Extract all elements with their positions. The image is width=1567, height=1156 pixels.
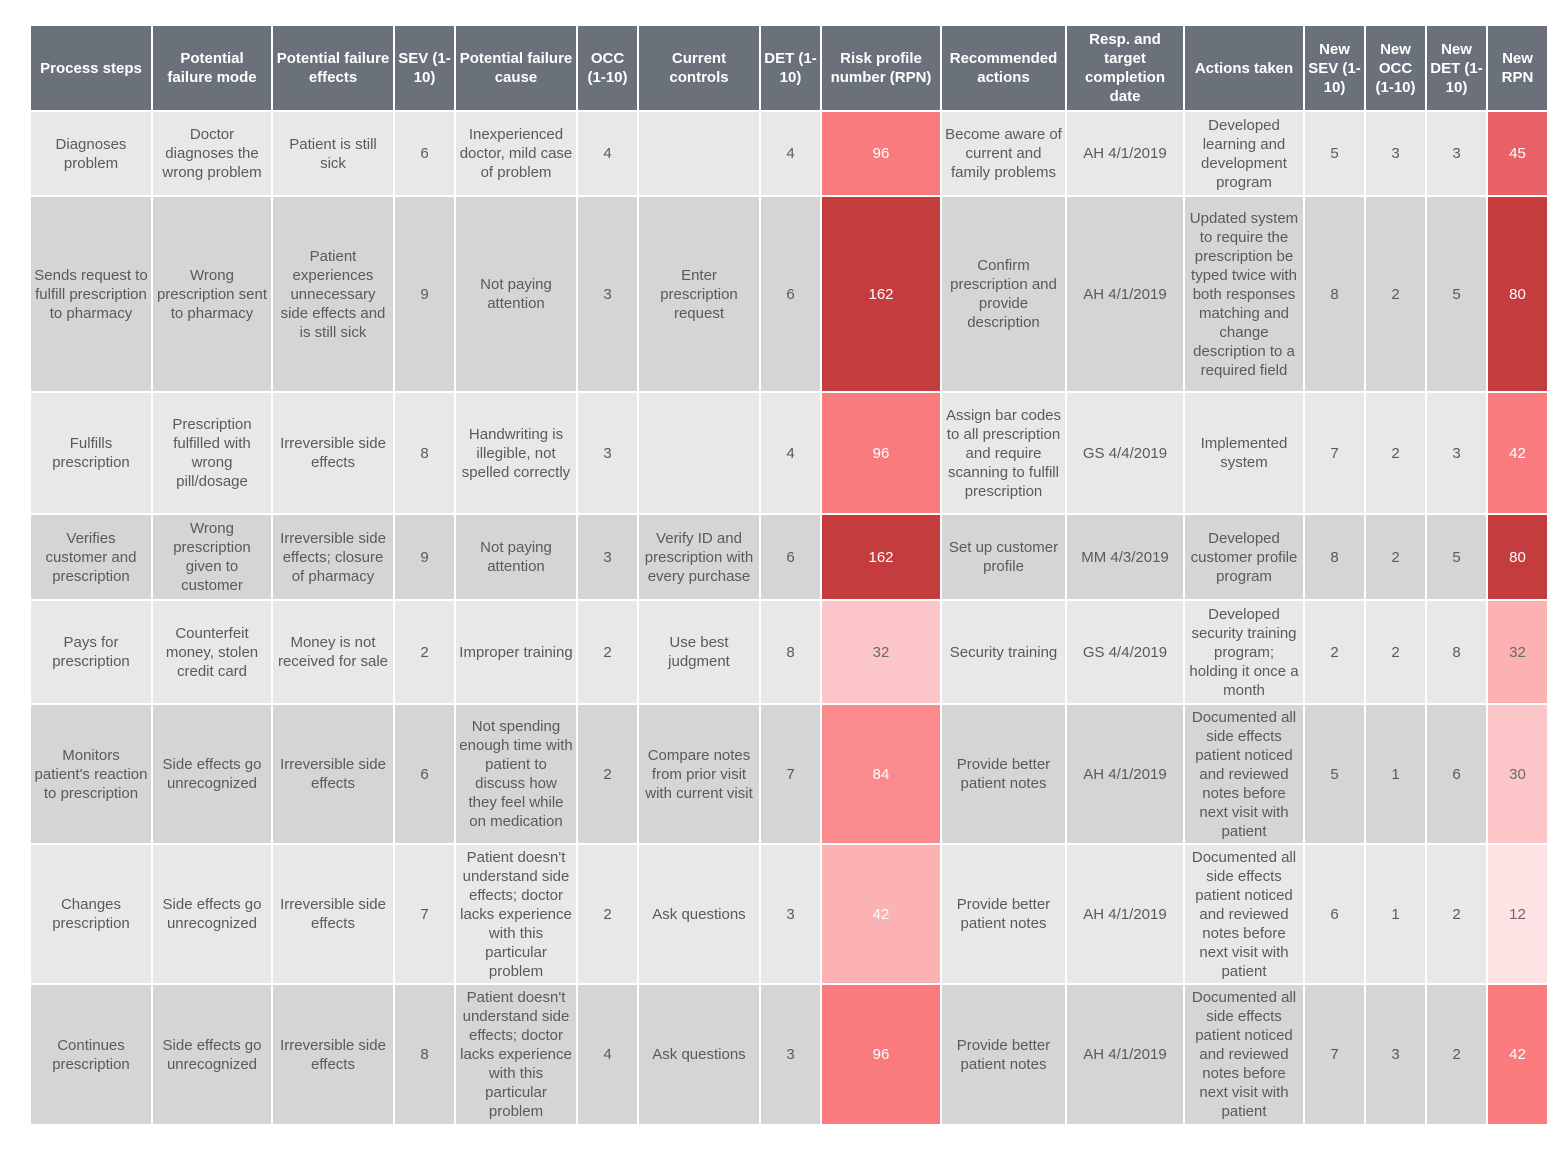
failure-effects-cell: Irreversible side effects; closure of pharmacy bbox=[273, 515, 393, 599]
det-cell: 6 bbox=[761, 515, 820, 599]
process-step-cell: Pays for prescription bbox=[31, 601, 151, 703]
current-controls-cell: Ask questions bbox=[639, 985, 759, 1124]
failure-cause-cell: Handwriting is illegible, not spelled correctly bbox=[456, 393, 576, 513]
process-step-cell: Verifies customer and prescription bbox=[31, 515, 151, 599]
process-step-cell: Monitors patient's reaction to prescription bbox=[31, 705, 151, 843]
sev-cell: 9 bbox=[395, 197, 454, 391]
sev-cell: 7 bbox=[395, 845, 454, 983]
new-rpn-cell: 32 bbox=[1488, 601, 1547, 703]
det-cell: 4 bbox=[761, 393, 820, 513]
recommended-actions-cell: Assign bar codes to all prescription and require scanning to fulfill prescription bbox=[942, 393, 1065, 513]
new-occ-cell: 2 bbox=[1366, 601, 1425, 703]
new-rpn-cell: 12 bbox=[1488, 845, 1547, 983]
col-sev: SEV (1-10) bbox=[395, 26, 454, 110]
new-rpn-cell: 42 bbox=[1488, 985, 1547, 1124]
rpn-cell: 96 bbox=[822, 112, 940, 195]
recommended-actions-cell: Provide better patient notes bbox=[942, 985, 1065, 1124]
resp-date-cell: AH 4/1/2019 bbox=[1067, 705, 1183, 843]
col-new-sev: New SEV (1-10) bbox=[1305, 26, 1364, 110]
header-row bbox=[31, 26, 1547, 110]
col-new-occ: New OCC (1-10) bbox=[1366, 26, 1425, 110]
new-rpn-cell: 45 bbox=[1488, 112, 1547, 195]
rpn-cell: 162 bbox=[822, 197, 940, 391]
current-controls-cell: Enter prescription request bbox=[639, 197, 759, 391]
det-cell: 4 bbox=[761, 112, 820, 195]
new-occ-cell: 2 bbox=[1366, 197, 1425, 391]
sev-cell: 8 bbox=[395, 985, 454, 1124]
process-step-cell: Changes prescription bbox=[31, 845, 151, 983]
new-det-cell: 3 bbox=[1427, 112, 1486, 195]
recommended-actions-cell: Confirm prescription and provide description bbox=[942, 197, 1065, 391]
failure-cause-cell: Patient doesn't understand side effects; doctor lacks experience with this particular problem bbox=[456, 845, 576, 983]
new-sev-cell: 7 bbox=[1305, 985, 1364, 1124]
process-step-cell: Diagnoses problem bbox=[31, 112, 151, 195]
new-det-cell: 5 bbox=[1427, 197, 1486, 391]
current-controls-cell: Ask questions bbox=[639, 845, 759, 983]
fmea-table bbox=[29, 24, 1549, 1126]
resp-date-cell: GS 4/4/2019 bbox=[1067, 393, 1183, 513]
col-rpn: Risk profile number (RPN) bbox=[822, 26, 940, 110]
col-recommended-actions: Recommended actions bbox=[942, 26, 1065, 110]
actions-taken-cell: Developed learning and development program bbox=[1185, 112, 1303, 195]
new-sev-cell: 6 bbox=[1305, 845, 1364, 983]
recommended-actions-cell: Security training bbox=[942, 601, 1065, 703]
new-det-cell: 5 bbox=[1427, 515, 1486, 599]
occ-cell: 2 bbox=[578, 705, 637, 843]
current-controls-cell bbox=[639, 393, 759, 513]
col-process-steps: Process steps bbox=[31, 26, 151, 110]
rpn-cell: 162 bbox=[822, 515, 940, 599]
table-row bbox=[31, 197, 1547, 391]
failure-effects-cell: Patient is still sick bbox=[273, 112, 393, 195]
sev-cell: 6 bbox=[395, 112, 454, 195]
col-current-controls: Current controls bbox=[639, 26, 759, 110]
col-occ: OCC (1-10) bbox=[578, 26, 637, 110]
det-cell: 8 bbox=[761, 601, 820, 703]
sev-cell: 8 bbox=[395, 393, 454, 513]
new-sev-cell: 5 bbox=[1305, 112, 1364, 195]
failure-effects-cell: Irreversible side effects bbox=[273, 985, 393, 1124]
new-rpn-cell: 80 bbox=[1488, 197, 1547, 391]
new-det-cell: 2 bbox=[1427, 985, 1486, 1124]
recommended-actions-cell: Become aware of current and family problems bbox=[942, 112, 1065, 195]
failure-effects-cell: Irreversible side effects bbox=[273, 705, 393, 843]
new-sev-cell: 8 bbox=[1305, 197, 1364, 391]
actions-taken-cell: Documented all side effects patient noticed and reviewed notes before next visit with patient bbox=[1185, 845, 1303, 983]
col-det: DET (1-10) bbox=[761, 26, 820, 110]
resp-date-cell: GS 4/4/2019 bbox=[1067, 601, 1183, 703]
recommended-actions-cell: Provide better patient notes bbox=[942, 705, 1065, 843]
rpn-cell: 32 bbox=[822, 601, 940, 703]
failure-cause-cell: Not spending enough time with patient to discuss how they feel while on medication bbox=[456, 705, 576, 843]
actions-taken-cell: Documented all side effects patient noticed and reviewed notes before next visit with patient bbox=[1185, 985, 1303, 1124]
occ-cell: 4 bbox=[578, 112, 637, 195]
failure-mode-cell: Wrong prescription given to customer bbox=[153, 515, 271, 599]
new-det-cell: 2 bbox=[1427, 845, 1486, 983]
failure-mode-cell: Counterfeit money, stolen credit card bbox=[153, 601, 271, 703]
resp-date-cell: AH 4/1/2019 bbox=[1067, 112, 1183, 195]
recommended-actions-cell: Provide better patient notes bbox=[942, 845, 1065, 983]
table-row bbox=[31, 112, 1547, 195]
table-row bbox=[31, 985, 1547, 1124]
new-rpn-cell: 80 bbox=[1488, 515, 1547, 599]
new-rpn-cell: 30 bbox=[1488, 705, 1547, 843]
occ-cell: 3 bbox=[578, 515, 637, 599]
new-rpn-cell: 42 bbox=[1488, 393, 1547, 513]
table-row bbox=[31, 515, 1547, 599]
current-controls-cell: Use best judgment bbox=[639, 601, 759, 703]
failure-effects-cell: Irreversible side effects bbox=[273, 845, 393, 983]
process-step-cell: Sends request to fulfill prescription to pharmacy bbox=[31, 197, 151, 391]
new-sev-cell: 2 bbox=[1305, 601, 1364, 703]
resp-date-cell: AH 4/1/2019 bbox=[1067, 197, 1183, 391]
current-controls-cell: Compare notes from prior visit with current visit bbox=[639, 705, 759, 843]
new-occ-cell: 3 bbox=[1366, 985, 1425, 1124]
process-step-cell: Fulfills prescription bbox=[31, 393, 151, 513]
occ-cell: 2 bbox=[578, 845, 637, 983]
rpn-cell: 84 bbox=[822, 705, 940, 843]
new-det-cell: 6 bbox=[1427, 705, 1486, 843]
new-sev-cell: 7 bbox=[1305, 393, 1364, 513]
failure-mode-cell: Side effects go unrecognized bbox=[153, 985, 271, 1124]
table-row bbox=[31, 601, 1547, 703]
new-occ-cell: 1 bbox=[1366, 845, 1425, 983]
actions-taken-cell: Developed customer profile program bbox=[1185, 515, 1303, 599]
failure-effects-cell: Irreversible side effects bbox=[273, 393, 393, 513]
col-failure-mode: Potential failure mode bbox=[153, 26, 271, 110]
failure-mode-cell: Wrong prescription sent to pharmacy bbox=[153, 197, 271, 391]
failure-mode-cell: Doctor diagnoses the wrong problem bbox=[153, 112, 271, 195]
new-sev-cell: 5 bbox=[1305, 705, 1364, 843]
failure-mode-cell: Side effects go unrecognized bbox=[153, 705, 271, 843]
det-cell: 3 bbox=[761, 985, 820, 1124]
det-cell: 6 bbox=[761, 197, 820, 391]
new-occ-cell: 3 bbox=[1366, 112, 1425, 195]
actions-taken-cell: Implemented system bbox=[1185, 393, 1303, 513]
failure-effects-cell: Money is not received for sale bbox=[273, 601, 393, 703]
det-cell: 3 bbox=[761, 845, 820, 983]
failure-cause-cell: Inexperienced doctor, mild case of problem bbox=[456, 112, 576, 195]
resp-date-cell: MM 4/3/2019 bbox=[1067, 515, 1183, 599]
process-step-cell: Continues prescription bbox=[31, 985, 151, 1124]
failure-cause-cell: Not paying attention bbox=[456, 197, 576, 391]
new-occ-cell: 1 bbox=[1366, 705, 1425, 843]
resp-date-cell: AH 4/1/2019 bbox=[1067, 985, 1183, 1124]
occ-cell: 2 bbox=[578, 601, 637, 703]
table-row bbox=[31, 845, 1547, 983]
new-sev-cell: 8 bbox=[1305, 515, 1364, 599]
recommended-actions-cell: Set up customer profile bbox=[942, 515, 1065, 599]
failure-mode-cell: Prescription fulfilled with wrong pill/dosage bbox=[153, 393, 271, 513]
col-resp-date: Resp. and target completion date bbox=[1067, 26, 1183, 110]
col-actions-taken: Actions taken bbox=[1185, 26, 1303, 110]
failure-effects-cell: Patient experiences unnecessary side effects and is still sick bbox=[273, 197, 393, 391]
table-row bbox=[31, 393, 1547, 513]
current-controls-cell bbox=[639, 112, 759, 195]
col-new-det: New DET (1-10) bbox=[1427, 26, 1486, 110]
new-det-cell: 3 bbox=[1427, 393, 1486, 513]
rpn-cell: 96 bbox=[822, 985, 940, 1124]
new-det-cell: 8 bbox=[1427, 601, 1486, 703]
sev-cell: 2 bbox=[395, 601, 454, 703]
actions-taken-cell: Documented all side effects patient noticed and reviewed notes before next visit with patient bbox=[1185, 705, 1303, 843]
occ-cell: 3 bbox=[578, 393, 637, 513]
failure-cause-cell: Patient doesn't understand side effects; doctor lacks experience with this particular problem bbox=[456, 985, 576, 1124]
failure-mode-cell: Side effects go unrecognized bbox=[153, 845, 271, 983]
actions-taken-cell: Developed security training program; holding it once a month bbox=[1185, 601, 1303, 703]
occ-cell: 3 bbox=[578, 197, 637, 391]
resp-date-cell: AH 4/1/2019 bbox=[1067, 845, 1183, 983]
rpn-cell: 42 bbox=[822, 845, 940, 983]
sev-cell: 6 bbox=[395, 705, 454, 843]
new-occ-cell: 2 bbox=[1366, 515, 1425, 599]
col-new-rpn: New RPN bbox=[1488, 26, 1547, 110]
new-occ-cell: 2 bbox=[1366, 393, 1425, 513]
col-failure-effects: Potential failure effects bbox=[273, 26, 393, 110]
sev-cell: 9 bbox=[395, 515, 454, 599]
det-cell: 7 bbox=[761, 705, 820, 843]
actions-taken-cell: Updated system to require the prescription be typed twice with both responses matching and change description to a required field bbox=[1185, 197, 1303, 391]
failure-cause-cell: Not paying attention bbox=[456, 515, 576, 599]
failure-cause-cell: Improper training bbox=[456, 601, 576, 703]
current-controls-cell: Verify ID and prescription with every purchase bbox=[639, 515, 759, 599]
col-failure-cause: Potential failure cause bbox=[456, 26, 576, 110]
table-row bbox=[31, 705, 1547, 843]
occ-cell: 4 bbox=[578, 985, 637, 1124]
rpn-cell: 96 bbox=[822, 393, 940, 513]
